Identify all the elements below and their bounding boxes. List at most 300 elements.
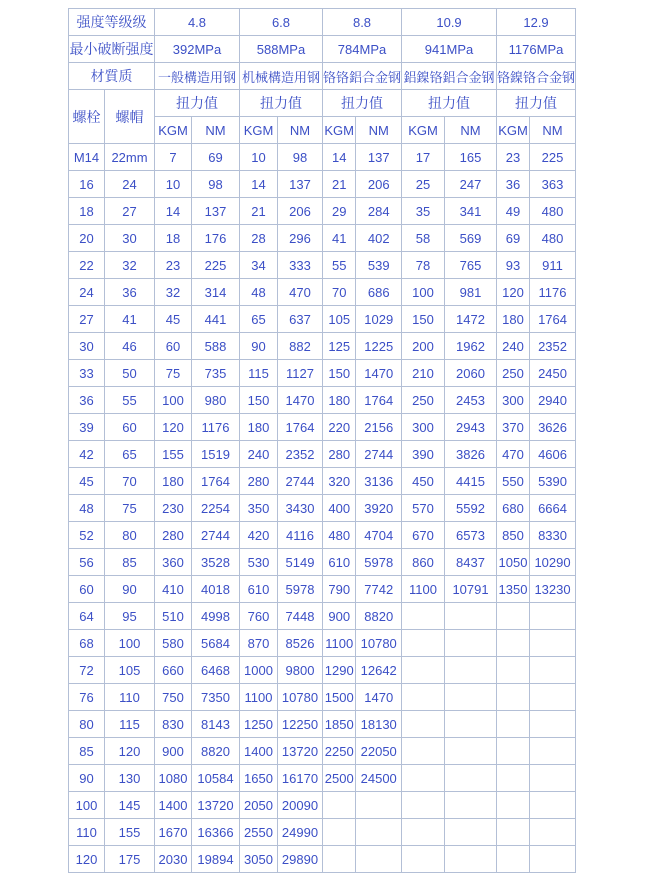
torque-value-cell: 1050 — [497, 549, 530, 576]
torque-value-cell: 610 — [240, 576, 278, 603]
nut-size-cell: 100 — [105, 630, 155, 657]
torque-value-cell — [445, 819, 497, 846]
torque-value-cell: 200 — [402, 333, 445, 360]
nut-size-cell: 50 — [105, 360, 155, 387]
nm-header: NM — [530, 117, 576, 144]
torque-value-cell: 2450 — [530, 360, 576, 387]
torque-value-cell: 420 — [240, 522, 278, 549]
torque-value-cell: 4704 — [356, 522, 402, 549]
torque-value-cell: 6468 — [192, 657, 240, 684]
torque-value-cell: 4415 — [445, 468, 497, 495]
torque-value-cell: 280 — [323, 441, 356, 468]
torque-value-cell: 8437 — [445, 549, 497, 576]
torque-value-cell — [530, 684, 576, 711]
bolt-size-cell: 30 — [69, 333, 105, 360]
torque-value-cell — [497, 819, 530, 846]
torque-value-cell: 2030 — [155, 846, 192, 873]
torque-value-cell: 1670 — [155, 819, 192, 846]
torque-value-cell: 830 — [155, 711, 192, 738]
grade-value: 6.8 — [240, 9, 323, 36]
torque-value-cell: 93 — [497, 252, 530, 279]
nut-size-cell: 75 — [105, 495, 155, 522]
nut-size-cell: 115 — [105, 711, 155, 738]
bolt-size-cell: 120 — [69, 846, 105, 873]
torque-value-cell: 1127 — [278, 360, 323, 387]
material-value: 铬铬鋁合金钢 — [323, 63, 402, 90]
torque-value-cell: 1470 — [356, 684, 402, 711]
torque-value-cell: 320 — [323, 468, 356, 495]
torque-value-cell: 247 — [445, 171, 497, 198]
torque-value-cell: 206 — [356, 171, 402, 198]
torque-value-cell: 3430 — [278, 495, 323, 522]
torque-value-cell: 180 — [240, 414, 278, 441]
torque-value-cell: 6573 — [445, 522, 497, 549]
torque-value-cell — [497, 603, 530, 630]
nut-size-cell: 70 — [105, 468, 155, 495]
torque-value-cell: 1176 — [192, 414, 240, 441]
torque-value-cell: 105 — [323, 306, 356, 333]
torque-value-cell — [356, 792, 402, 819]
torque-value-cell: 16170 — [278, 765, 323, 792]
torque-value-cell: 29 — [323, 198, 356, 225]
torque-value-cell: 360 — [155, 549, 192, 576]
torque-value-cell: 13720 — [278, 738, 323, 765]
torque-value-cell: 69 — [192, 144, 240, 171]
torque-value-cell: 7350 — [192, 684, 240, 711]
nut-header: 螺帽 — [105, 90, 155, 144]
torque-header: 扭力值 — [323, 90, 402, 117]
torque-value-cell: 20090 — [278, 792, 323, 819]
torque-value-cell: 28 — [240, 225, 278, 252]
torque-value-cell: 3920 — [356, 495, 402, 522]
torque-value-cell: 115 — [240, 360, 278, 387]
table-row — [69, 603, 576, 630]
bolt-size-cell: 90 — [69, 765, 105, 792]
torque-value-cell: 9800 — [278, 657, 323, 684]
torque-value-cell: 530 — [240, 549, 278, 576]
torque-value-cell: 1764 — [278, 414, 323, 441]
torque-value-cell: 8820 — [356, 603, 402, 630]
torque-value-cell: 3050 — [240, 846, 278, 873]
torque-value-cell: 32 — [155, 279, 192, 306]
torque-value-cell — [402, 684, 445, 711]
torque-value-cell: 470 — [278, 279, 323, 306]
torque-value-cell — [445, 657, 497, 684]
torque-value-cell: 17 — [402, 144, 445, 171]
torque-value-cell: 14 — [323, 144, 356, 171]
torque-value-cell: 78 — [402, 252, 445, 279]
torque-value-cell — [323, 819, 356, 846]
torque-value-cell: 10780 — [356, 630, 402, 657]
torque-value-cell: 13720 — [192, 792, 240, 819]
torque-value-cell: 250 — [402, 387, 445, 414]
torque-value-cell: 680 — [497, 495, 530, 522]
torque-value-cell: 7742 — [356, 576, 402, 603]
nut-size-cell: 155 — [105, 819, 155, 846]
torque-value-cell: 1400 — [240, 738, 278, 765]
torque-value-cell: 280 — [240, 468, 278, 495]
nut-size-cell: 175 — [105, 846, 155, 873]
kgm-header: KGM — [240, 117, 278, 144]
torque-value-cell — [402, 846, 445, 873]
torque-value-cell: 75 — [155, 360, 192, 387]
torque-value-cell: 3136 — [356, 468, 402, 495]
table-row — [69, 414, 576, 441]
torque-value-cell — [445, 684, 497, 711]
nut-size-cell: 80 — [105, 522, 155, 549]
torque-value-cell: 2500 — [323, 765, 356, 792]
torque-value-cell: 450 — [402, 468, 445, 495]
torque-value-cell: 870 — [240, 630, 278, 657]
torque-value-cell: 1350 — [497, 576, 530, 603]
table-row — [69, 144, 576, 171]
bolt-size-cell: 100 — [69, 792, 105, 819]
torque-value-cell — [497, 684, 530, 711]
torque-value-cell: 4018 — [192, 576, 240, 603]
torque-value-cell: 1290 — [323, 657, 356, 684]
nut-size-cell: 55 — [105, 387, 155, 414]
torque-value-cell: 5684 — [192, 630, 240, 657]
torque-value-cell: 65 — [240, 306, 278, 333]
torque-value-cell: 165 — [445, 144, 497, 171]
table-row — [69, 495, 576, 522]
torque-value-cell — [445, 765, 497, 792]
torque-value-cell: 410 — [155, 576, 192, 603]
table-row — [69, 306, 576, 333]
torque-value-cell — [445, 630, 497, 657]
bolt-size-cell: 42 — [69, 441, 105, 468]
torque-value-cell: 60 — [155, 333, 192, 360]
torque-value-cell — [497, 630, 530, 657]
strength-value: 588MPa — [240, 36, 323, 63]
torque-value-cell: 1962 — [445, 333, 497, 360]
torque-value-cell: 48 — [240, 279, 278, 306]
torque-value-cell: 8526 — [278, 630, 323, 657]
torque-value-cell — [445, 846, 497, 873]
torque-value-cell: 1764 — [192, 468, 240, 495]
torque-value-cell: 882 — [278, 333, 323, 360]
torque-value-cell: 6664 — [530, 495, 576, 522]
torque-value-cell — [497, 711, 530, 738]
torque-value-cell: 2250 — [323, 738, 356, 765]
torque-value-cell: 69 — [497, 225, 530, 252]
torque-value-cell: 750 — [155, 684, 192, 711]
torque-value-cell: 539 — [356, 252, 402, 279]
torque-value-cell: 2453 — [445, 387, 497, 414]
bolt-size-cell: 72 — [69, 657, 105, 684]
torque-value-cell: 10 — [155, 171, 192, 198]
torque-value-cell: 390 — [402, 441, 445, 468]
torque-value-cell: 230 — [155, 495, 192, 522]
torque-value-cell — [402, 738, 445, 765]
strength-value: 784MPa — [323, 36, 402, 63]
material-value: 鋁鎳铬鋁合金钢 — [402, 63, 497, 90]
torque-value-cell: 686 — [356, 279, 402, 306]
nut-size-cell: 32 — [105, 252, 155, 279]
torque-value-cell: 137 — [192, 198, 240, 225]
torque-value-cell: 24990 — [278, 819, 323, 846]
torque-value-cell: 480 — [323, 522, 356, 549]
torque-value-cell: 1519 — [192, 441, 240, 468]
torque-value-cell: 180 — [497, 306, 530, 333]
torque-value-cell: 1500 — [323, 684, 356, 711]
grade-value: 10.9 — [402, 9, 497, 36]
table-row — [69, 549, 576, 576]
torque-value-cell: 370 — [497, 414, 530, 441]
bolt-size-cell: 85 — [69, 738, 105, 765]
torque-value-cell: 25 — [402, 171, 445, 198]
torque-value-cell: 225 — [192, 252, 240, 279]
torque-value-cell: 58 — [402, 225, 445, 252]
nut-size-cell: 95 — [105, 603, 155, 630]
torque-value-cell: 150 — [402, 306, 445, 333]
table-row — [69, 171, 576, 198]
grade-value: 12.9 — [497, 9, 576, 36]
torque-value-cell: 350 — [240, 495, 278, 522]
table-row — [69, 198, 576, 225]
nm-header: NM — [278, 117, 323, 144]
bolt-size-cell: 110 — [69, 819, 105, 846]
table-row — [69, 711, 576, 738]
torque-value-cell: 240 — [240, 441, 278, 468]
nut-size-cell: 90 — [105, 576, 155, 603]
torque-value-cell: 206 — [278, 198, 323, 225]
torque-value-cell: 137 — [278, 171, 323, 198]
torque-value-cell: 2352 — [530, 333, 576, 360]
torque-value-cell — [497, 765, 530, 792]
nut-size-cell: 65 — [105, 441, 155, 468]
nut-size-cell: 60 — [105, 414, 155, 441]
torque-value-cell: 150 — [323, 360, 356, 387]
torque-value-cell: 470 — [497, 441, 530, 468]
torque-value-cell: 2060 — [445, 360, 497, 387]
torque-value-cell: 480 — [530, 225, 576, 252]
torque-header: 扭力值 — [155, 90, 240, 117]
torque-value-cell: 441 — [192, 306, 240, 333]
bolt-size-cell: 27 — [69, 306, 105, 333]
torque-value-cell: 850 — [497, 522, 530, 549]
kgm-header: KGM — [155, 117, 192, 144]
nut-size-cell: 30 — [105, 225, 155, 252]
torque-value-cell: 1029 — [356, 306, 402, 333]
torque-value-cell: 120 — [155, 414, 192, 441]
torque-value-cell: 900 — [155, 738, 192, 765]
torque-value-cell: 100 — [402, 279, 445, 306]
torque-value-cell — [402, 603, 445, 630]
torque-value-cell — [323, 846, 356, 873]
bolt-size-cell: 68 — [69, 630, 105, 657]
torque-value-cell: 1250 — [240, 711, 278, 738]
torque-value-cell: 98 — [278, 144, 323, 171]
torque-value-cell: 333 — [278, 252, 323, 279]
table-row — [69, 522, 576, 549]
torque-value-cell — [530, 738, 576, 765]
torque-value-cell: 34 — [240, 252, 278, 279]
bolt-size-cell: 48 — [69, 495, 105, 522]
nut-size-cell: 85 — [105, 549, 155, 576]
table-row — [69, 657, 576, 684]
torque-value-cell: 155 — [155, 441, 192, 468]
torque-value-cell — [530, 819, 576, 846]
material-value: 机械構造用钢 — [240, 63, 323, 90]
nut-size-cell: 46 — [105, 333, 155, 360]
torque-value-cell — [323, 792, 356, 819]
torque-value-cell: 2050 — [240, 792, 278, 819]
nm-header: NM — [356, 117, 402, 144]
torque-value-cell: 363 — [530, 171, 576, 198]
torque-value-cell: 41 — [323, 225, 356, 252]
torque-value-cell — [530, 657, 576, 684]
torque-value-cell: 3626 — [530, 414, 576, 441]
torque-value-cell — [530, 711, 576, 738]
torque-value-cell: 300 — [402, 414, 445, 441]
bolt-size-cell: 20 — [69, 225, 105, 252]
torque-value-cell: 180 — [323, 387, 356, 414]
nm-header: NM — [445, 117, 497, 144]
torque-value-cell: 210 — [402, 360, 445, 387]
torque-value-cell: 5592 — [445, 495, 497, 522]
torque-value-cell: 250 — [497, 360, 530, 387]
torque-value-cell: 637 — [278, 306, 323, 333]
table-row — [69, 576, 576, 603]
torque-value-cell: 10584 — [192, 765, 240, 792]
material-row — [69, 63, 576, 90]
material-value: 一般構造用钢 — [155, 63, 240, 90]
torque-value-cell: 980 — [192, 387, 240, 414]
torque-value-cell: 225 — [530, 144, 576, 171]
bolt-size-cell: 18 — [69, 198, 105, 225]
torque-value-cell: 19894 — [192, 846, 240, 873]
torque-value-cell — [530, 846, 576, 873]
torque-value-cell: 588 — [192, 333, 240, 360]
torque-value-cell — [402, 711, 445, 738]
torque-value-cell: 137 — [356, 144, 402, 171]
torque-value-cell: 14 — [240, 171, 278, 198]
nut-size-cell: 36 — [105, 279, 155, 306]
torque-value-cell: 35 — [402, 198, 445, 225]
strength-value: 392MPa — [155, 36, 240, 63]
table-row — [69, 387, 576, 414]
nut-size-cell: 27 — [105, 198, 155, 225]
bolt-size-cell: M14 — [69, 144, 105, 171]
torque-value-cell: 1100 — [402, 576, 445, 603]
torque-value-cell: 29890 — [278, 846, 323, 873]
torque-value-cell: 1764 — [530, 306, 576, 333]
torque-value-cell: 402 — [356, 225, 402, 252]
nut-size-cell: 41 — [105, 306, 155, 333]
torque-value-cell: 480 — [530, 198, 576, 225]
torque-value-cell: 2254 — [192, 495, 240, 522]
nut-size-cell: 22mm — [105, 144, 155, 171]
torque-value-cell: 22050 — [356, 738, 402, 765]
torque-value-cell: 8143 — [192, 711, 240, 738]
kgm-header: KGM — [497, 117, 530, 144]
torque-value-cell: 580 — [155, 630, 192, 657]
torque-value-cell: 2550 — [240, 819, 278, 846]
torque-value-cell: 569 — [445, 225, 497, 252]
torque-value-cell — [530, 765, 576, 792]
torque-value-cell: 1080 — [155, 765, 192, 792]
table-row — [69, 441, 576, 468]
torque-value-cell: 5390 — [530, 468, 576, 495]
torque-value-cell — [402, 630, 445, 657]
torque-value-cell: 10 — [240, 144, 278, 171]
bolt-size-cell: 36 — [69, 387, 105, 414]
torque-value-cell: 660 — [155, 657, 192, 684]
nut-size-cell: 145 — [105, 792, 155, 819]
table-row — [69, 738, 576, 765]
torque-value-cell: 21 — [240, 198, 278, 225]
torque-value-cell: 1764 — [356, 387, 402, 414]
nut-size-cell: 105 — [105, 657, 155, 684]
torque-value-cell — [445, 738, 497, 765]
torque-value-cell: 1470 — [356, 360, 402, 387]
torque-value-cell: 10780 — [278, 684, 323, 711]
strength-grade-label: 强度等级级 — [69, 9, 155, 36]
torque-value-cell: 735 — [192, 360, 240, 387]
torque-value-cell: 284 — [356, 198, 402, 225]
strength-value: 941MPa — [402, 36, 497, 63]
torque-value-cell: 610 — [323, 549, 356, 576]
torque-value-cell: 2352 — [278, 441, 323, 468]
torque-value-cell — [530, 630, 576, 657]
nut-size-cell: 120 — [105, 738, 155, 765]
strength-grade-row — [69, 9, 576, 36]
material-value: 铬鎳铬合金钢 — [497, 63, 576, 90]
torque-value-cell: 180 — [155, 468, 192, 495]
torque-value-cell: 125 — [323, 333, 356, 360]
table-row — [69, 630, 576, 657]
torque-value-cell: 1850 — [323, 711, 356, 738]
grade-value: 4.8 — [155, 9, 240, 36]
torque-value-cell: 18130 — [356, 711, 402, 738]
torque-value-cell — [497, 792, 530, 819]
nut-size-cell: 24 — [105, 171, 155, 198]
bolt-size-cell: 56 — [69, 549, 105, 576]
torque-value-cell — [530, 792, 576, 819]
nm-header: NM — [192, 117, 240, 144]
torque-value-cell: 21 — [323, 171, 356, 198]
torque-value-cell — [497, 657, 530, 684]
bolt-size-cell: 45 — [69, 468, 105, 495]
torque-value-cell: 8820 — [192, 738, 240, 765]
torque-value-cell: 8330 — [530, 522, 576, 549]
torque-value-cell: 16366 — [192, 819, 240, 846]
torque-value-cell: 790 — [323, 576, 356, 603]
bolt-header: 螺栓 — [69, 90, 105, 144]
torque-value-cell: 300 — [497, 387, 530, 414]
torque-value-cell: 14 — [155, 198, 192, 225]
torque-value-cell: 341 — [445, 198, 497, 225]
table-row — [69, 819, 576, 846]
torque-value-cell: 900 — [323, 603, 356, 630]
torque-value-cell — [530, 603, 576, 630]
torque-value-cell: 24500 — [356, 765, 402, 792]
torque-value-cell: 2744 — [278, 468, 323, 495]
torque-value-cell: 3826 — [445, 441, 497, 468]
table-row — [69, 333, 576, 360]
torque-value-cell: 670 — [402, 522, 445, 549]
torque-value-cell: 10290 — [530, 549, 576, 576]
nut-size-cell: 110 — [105, 684, 155, 711]
torque-value-cell: 550 — [497, 468, 530, 495]
torque-header: 扭力值 — [497, 90, 576, 117]
torque-value-cell: 1650 — [240, 765, 278, 792]
torque-value-cell — [497, 846, 530, 873]
torque-value-cell: 10791 — [445, 576, 497, 603]
table-row — [69, 225, 576, 252]
column-header-row — [69, 90, 576, 117]
